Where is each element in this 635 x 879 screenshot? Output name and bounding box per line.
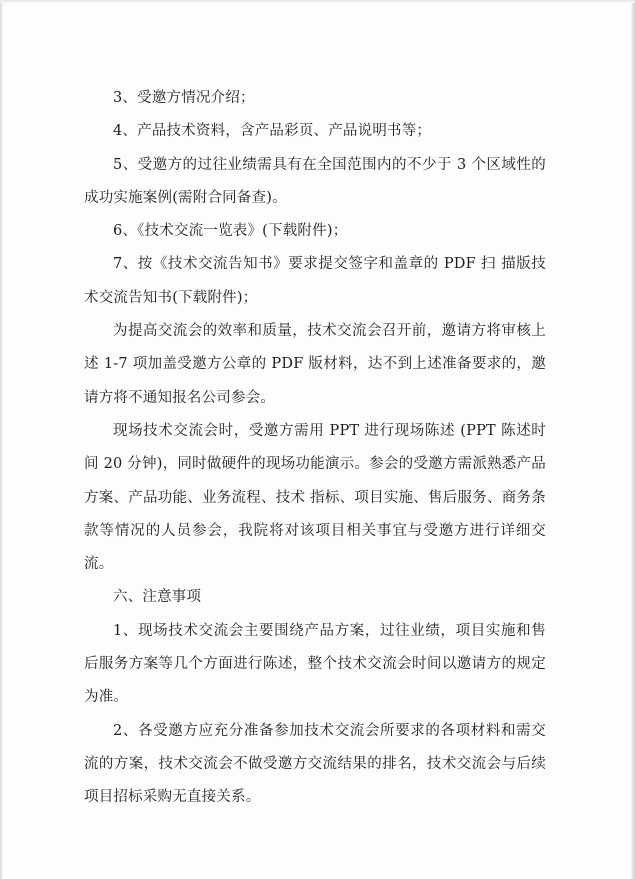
document-body xyxy=(84,82,546,815)
paragraph-item-6: 6、《技术交流一览表》(下载附件)； xyxy=(113,223,348,240)
paragraph-item-4: 4、产品技术资料，含产品彩页、产品说明书等； xyxy=(113,123,432,140)
paragraph-presentation: 现场技术交流会时，受邀方需用 PPT 进行现场陈述 (PPT 陈述时间 20 分钟)，同时做硬件的现场功能演示。参会的受邀方需派熟悉产品方案、产品功能、业务流程、技术 指标、项目实施、售后服务、商务条款等情况的人员参会，我院将对该项目相关事宜与受邀方进行详细交流。 xyxy=(84,422,546,573)
paragraph-review-note: 为提高交流会的效率和质量，技术交流会召开前，邀请方将审核上述 1-7 项加盖受邀方公章的 PDF 版材料，达不到上述准备要求的，邀请方将不通知报名公司参会。 xyxy=(84,323,546,406)
paragraph-note-1: 1、现场技术交流会主要围绕产品方案，过往业绩，项目实施和售后服务方案等几个方面进行陈述，整个技术交流会时间以邀请方的规定为准。 xyxy=(84,622,546,706)
page-edge-right xyxy=(631,0,635,879)
paragraph-item-3: 3、受邀方情况介绍； xyxy=(113,90,255,106)
page-edge-top xyxy=(0,0,635,3)
page-edge-left xyxy=(0,0,3,879)
paragraph-note-2: 2、各受邀方应充分准备参加技术交流会所要求的各项材料和需交流的方案，技术交流会不做受邀方交流结果的排名，技术交流会与后续项目招标采购无直接关系。 xyxy=(84,722,546,806)
section-heading-notes: 六、注意事项 xyxy=(113,589,202,606)
paragraph-item-5: 5、受邀方的过往业绩需具有在全国范围内的不少于 3 个区域性的成功实施案例(需附合同备查)。 xyxy=(84,156,546,206)
paragraph-item-7: 7、按《技术交流告知书》要求提交签字和盖章的 PDF 扫 描版技术交流告知书(下载附件)； xyxy=(84,256,546,306)
